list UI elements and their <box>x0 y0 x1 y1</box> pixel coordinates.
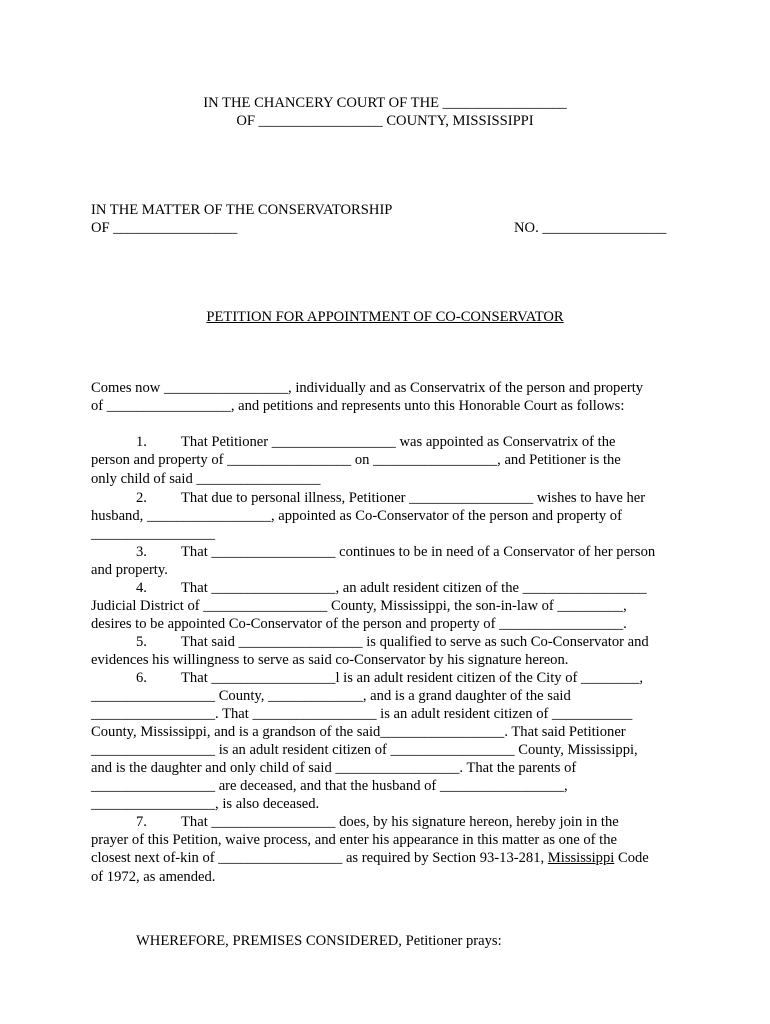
paragraph-6-line4: County, Mississippi, and is a grandson of the said_________________. That said Petitioner <box>91 724 626 740</box>
paragraph-2-line1: That due to personal illness, Petitioner _________________ wishes to have her <box>181 490 646 506</box>
paragraph-6-line1: That _________________l is an adult resident citizen of the City of ________, <box>181 670 644 686</box>
paragraph-1-number: 1. <box>136 434 147 450</box>
case-number: NO. _________________ <box>514 220 667 236</box>
paragraph-4-number: 4. <box>136 580 147 596</box>
paragraph-7-line3-text: closest next of-kin of _________________ as required by Section 93-13-281, <box>91 850 548 866</box>
paragraph-4-line3: desires to be appointed Co-Conservator of the person and property of _________________. <box>91 616 627 632</box>
intro-line1: Comes now _________________, individually and as Conservatrix of the person and property <box>91 380 644 396</box>
paragraph-7-line1: That _________________ does, by his signature hereon, hereby join in the <box>181 814 619 830</box>
matter-caption-line1: IN THE MATTER OF THE CONSERVATORSHIP <box>91 202 393 218</box>
paragraph-7-number: 7. <box>136 814 147 830</box>
paragraph-6-line5: _________________ is an adult resident citizen of _________________ County, Mississippi, <box>91 742 638 758</box>
paragraph-4-line1: That _________________, an adult resident citizen of the _________________ <box>181 580 647 596</box>
court-caption-line2: OF _________________ COUNTY, MISSISSIPPI <box>236 113 534 129</box>
wherefore-clause: WHEREFORE, PREMISES CONSIDERED, Petitioner prays: <box>136 933 502 949</box>
paragraph-3-line1: That _________________ continues to be in need of a Conservator of her person <box>181 544 656 560</box>
paragraph-7-line4: of 1972, as amended. <box>91 869 216 885</box>
document-title: PETITION FOR APPOINTMENT OF CO-CONSERVATOR <box>206 309 564 325</box>
paragraph-2-line2: husband, _________________, appointed as Co-Conservator of the person and property of <box>91 508 622 524</box>
paragraph-5-line2: evidences his willingness to serve as said co-Conservator by his signature hereon. <box>91 652 569 668</box>
paragraph-7-line2: prayer of this Petition, waive process, and enter his appearance in this matter as one of the <box>91 832 618 848</box>
paragraph-1-line3: only child of said _________________ <box>91 471 321 487</box>
court-caption-line1: IN THE CHANCERY COURT OF THE _________________ <box>203 95 567 111</box>
paragraph-2-line3: _________________ <box>91 526 216 542</box>
mississippi-code-underlined: Mississippi <box>547 850 615 866</box>
paragraph-6-line8: _________________, is also deceased. <box>91 796 320 812</box>
paragraph-7-line3-end: Code <box>614 850 649 866</box>
paragraph-1-line1: That Petitioner _________________ was appointed as Conservatrix of the <box>181 434 616 450</box>
paragraph-6-line6: and is the daughter and only child of said _________________. That the parents of <box>91 760 577 776</box>
paragraph-6-line3: _________________. That _________________ is an adult resident citizen of ___________ <box>91 706 633 722</box>
paragraph-6-line2: _________________ County, _____________, and is a grand daughter of the said <box>91 688 571 704</box>
paragraph-1-line2: person and property of _________________ on _________________, and Petitioner is the <box>91 452 621 468</box>
paragraph-5-number: 5. <box>136 634 147 650</box>
paragraph-4-line2: Judicial District of _________________ County, Mississippi, the son-in-law of _________, <box>91 598 627 614</box>
paragraph-5-line1: That said _________________ is qualified to serve as such Co-Conservator and <box>181 634 649 650</box>
intro-line2: of _________________, and petitions and represents unto this Honorable Court as follows: <box>91 398 625 414</box>
paragraph-7-line3 <box>91 849 649 867</box>
matter-caption-line2: OF _________________ <box>91 220 238 236</box>
paragraph-3-line2: and property. <box>91 562 168 578</box>
paragraph-3-number: 3. <box>136 544 147 560</box>
paragraph-6-number: 6. <box>136 670 147 686</box>
paragraph-2-number: 2. <box>136 490 147 506</box>
paragraph-6-line7: _________________ are deceased, and that the husband of _________________, <box>91 778 568 794</box>
